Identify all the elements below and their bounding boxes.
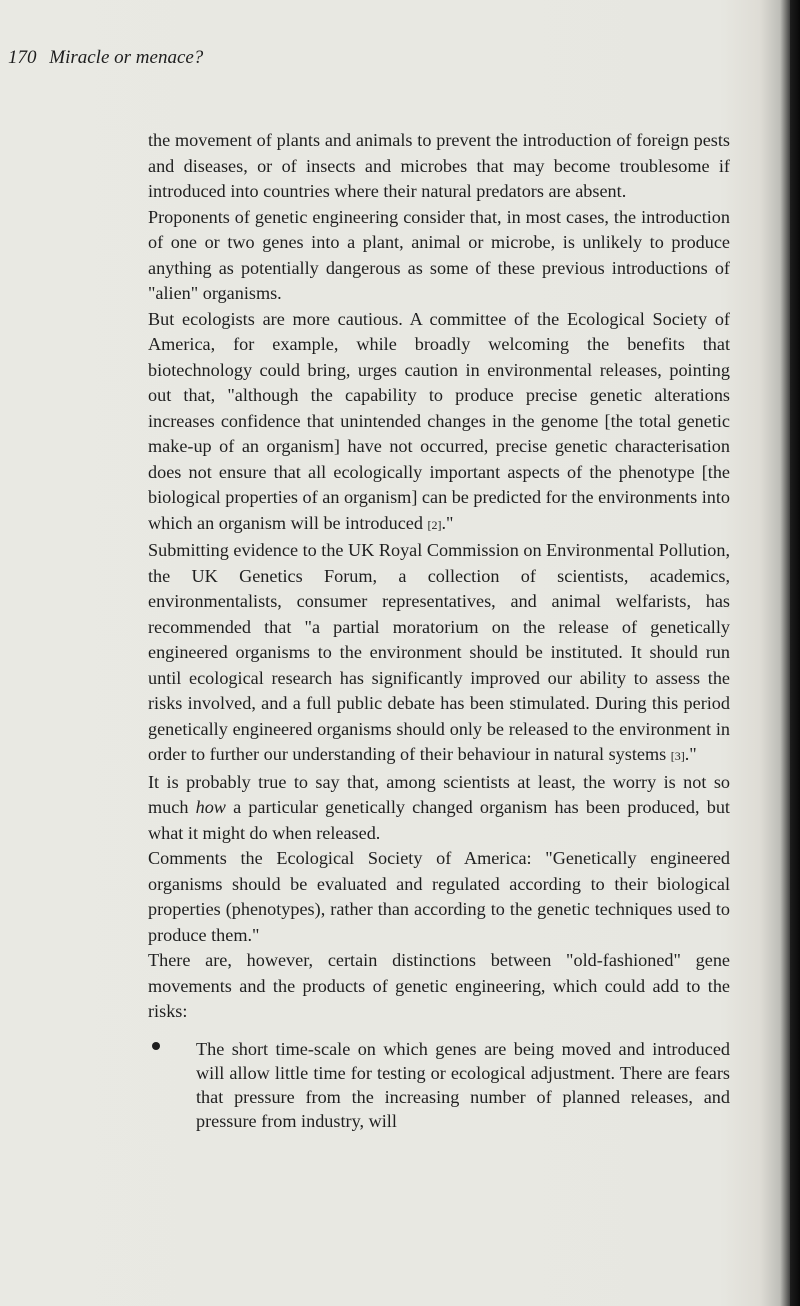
reference-2: [2] — [427, 517, 442, 532]
list-item — [148, 1037, 730, 1133]
running-header — [8, 47, 203, 69]
list-item-text: The short time-scale on which genes are being moved and introduced will allow little time for testing or ecological adjustment. There are fears that pressure from the increasing number of planned releases, and pressure from industry, will — [196, 1038, 730, 1131]
paragraph-worry-start: It is probably true to say that, among scientists at least, the worry is not so much — [148, 771, 730, 817]
paragraph-esa-comment: Comments the Ecological Society of America: "Genetically engineered organisms should be evaluated and regulated according to their biological properties (phenotypes), rather than according to the genetic techniques used to produce them." — [148, 848, 730, 945]
paragraph-uk-genetics-forum — [148, 538, 730, 770]
paragraph-ecologists-text: But ecologists are more cautious. A committee of the Ecological Society of America, for example, while broadly welcoming the benefits that biotechnology could bring, urges caution in environmental releases, pointing out that, "although the capability to produce precise genetic alterations increases confidence that unintended changes in the genome [the total genetic make-up of an organism] have not occurred, precise genetic characterisation does not ensure that all ecologically important aspects of the phenotype [the biological properties of an organism] can be predicted for the environments into which an organism will be introduced — [148, 308, 730, 533]
page-edge-shadow — [790, 0, 800, 1306]
body-text — [148, 128, 730, 1133]
paragraph-proponents: Proponents of genetic engineering consider that, in most cases, the introduction of one or two genes into a plant, animal or microbe, is unlikely to produce anything as potentially dangerous as some of these previous introductions of "alien" organisms. — [148, 206, 730, 303]
paragraph-worry — [148, 770, 730, 847]
paragraph-ecologists-end: ." — [441, 512, 454, 533]
paragraph-worry-end: a particular genetically changed organism has been produced, but what it might do when released. — [148, 797, 730, 843]
page-number: 170 — [8, 47, 37, 68]
reference-3: [3] — [670, 749, 685, 763]
paragraph-continuation: the movement of plants and animals to prevent the introduction of foreign pests and diseases, or of insects and microbes that may become troublesome if introduced into countries where their natural predators are absent. — [148, 130, 730, 201]
paragraph-forum-end: ." — [684, 744, 697, 764]
paragraph-distinctions: There are, however, certain distinctions between "old-fashioned" gene movements and the products of genetic engineering, which could add to the risks: — [148, 950, 730, 1021]
paragraph-ecologists — [148, 307, 730, 539]
bullet-icon — [152, 1042, 160, 1050]
paragraph-forum-text: Submitting evidence to the UK Royal Commission on Environmental Pollution, the UK Genetics Forum, a collection of scientists, academics, environmentalists, consumer representatives, and animal welfarists, has recommended that "a partial moratorium on the release of genetically engineered organisms to the environment should be instituted. It should run until ecological research has significantly improved our ability to assess the risks involved, and a full public debate has been stimulated. During this period genetically engineered organisms should only be released to the environment in order to further our understanding of their behaviour in natural systems — [148, 540, 730, 764]
running-title: Miracle or menace? — [49, 47, 204, 68]
emphasis-how: how — [195, 797, 226, 817]
risk-list — [148, 1037, 730, 1133]
